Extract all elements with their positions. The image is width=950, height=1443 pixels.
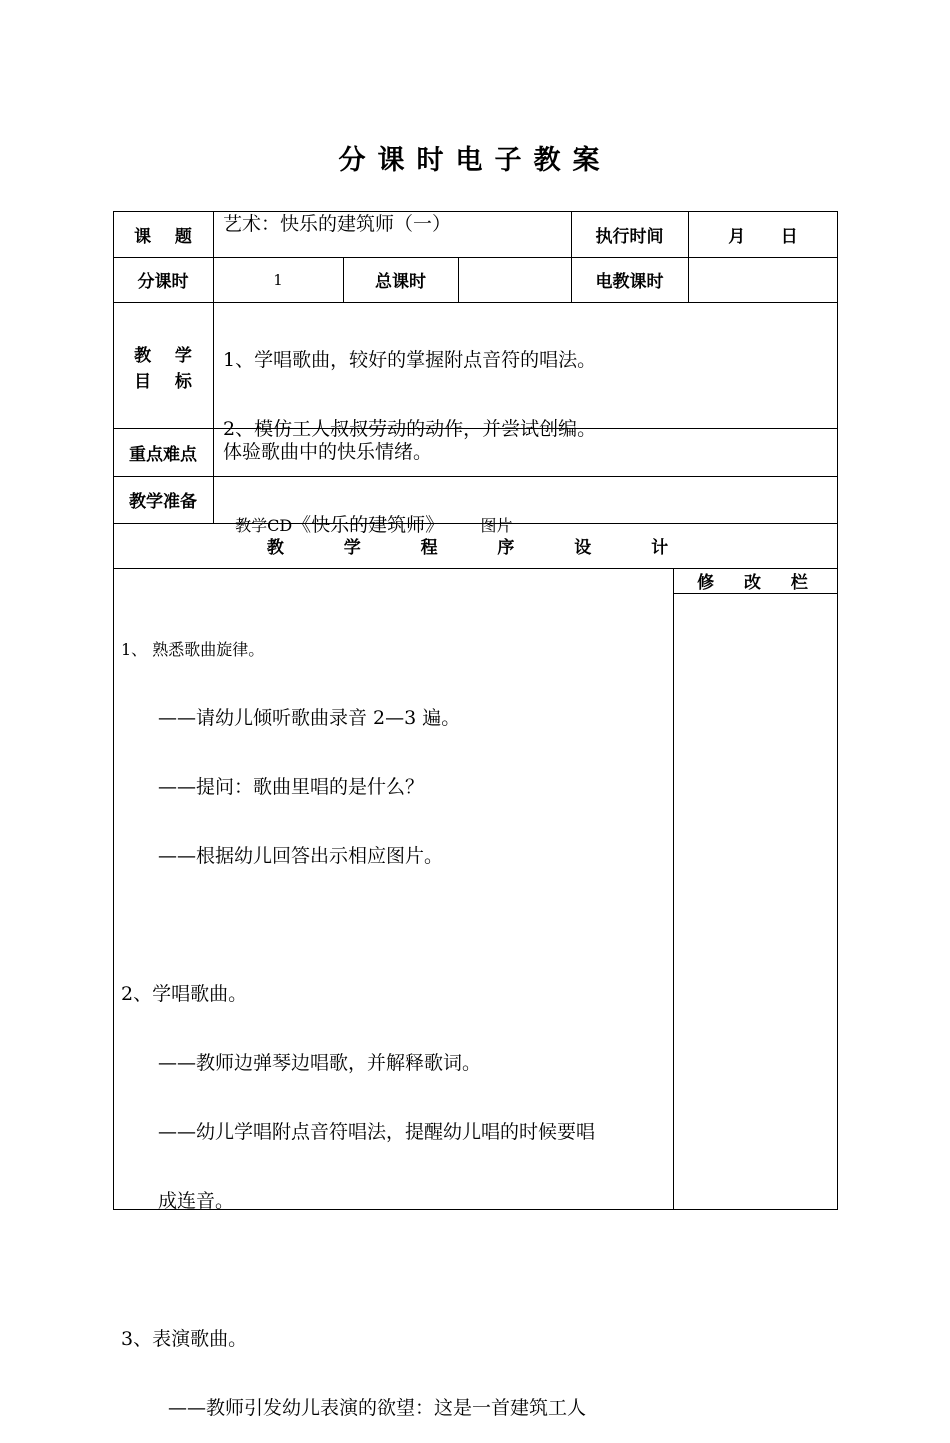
- page-title: 分课时电子教案: [338, 145, 612, 176]
- preparation-extra: 图片: [480, 516, 513, 535]
- preparation-label: 教学准备: [129, 492, 197, 512]
- total-label: 总课时: [375, 272, 426, 292]
- exec-time-value: 月 日: [728, 226, 798, 247]
- step-line: ——教师边弹琴边唱歌，并解释歌词。: [158, 1052, 482, 1074]
- program-header: 教 学 程 序 设 计: [266, 538, 685, 558]
- key-points-value: 体验歌曲中的快乐情绪。: [223, 441, 433, 463]
- key-points-label: 重点难点: [129, 444, 197, 465]
- revision-col-divider: [673, 568, 674, 1210]
- revision-header: 修 改 栏: [697, 573, 814, 593]
- goal-item: 2、模仿工人叔叔劳动的动作，并尝试创编。: [223, 418, 597, 440]
- preparation-cd: 教学CD: [235, 516, 293, 535]
- step-line: ——提问：歌曲里唱的是什么？: [158, 776, 425, 798]
- goals-label-line1: 教 学: [134, 345, 192, 366]
- av-label: 电教课时: [595, 272, 664, 292]
- total-value: [458, 257, 571, 302]
- lesson-value: 1: [273, 270, 283, 289]
- step-heading: 1、 熟悉歌曲旋律。: [121, 640, 265, 659]
- program-body: [121, 593, 595, 1443]
- step-line: ——请幼儿倾听歌曲录音 2—3 遍。: [158, 707, 461, 729]
- row-divider: [113, 476, 838, 477]
- topic-label: 课 题: [134, 226, 192, 247]
- step-line: ——教师引发幼儿表演的欲望：这是一首建筑工人: [168, 1397, 587, 1419]
- step-heading: 2、学唱歌曲。: [121, 983, 248, 1005]
- exec-time-label: 执行时间: [595, 226, 664, 247]
- preparation-song: 《快乐的建筑师》: [292, 514, 445, 536]
- goals-label-line2: 目 标: [134, 371, 192, 392]
- row-divider: [113, 302, 838, 303]
- step-heading: 3、表演歌曲。: [121, 1328, 248, 1350]
- lesson-label: 分课时: [137, 272, 189, 292]
- topic-value: 艺术：快乐的建筑师（一）: [223, 213, 452, 235]
- step-line: ——幼儿学唱附点音符唱法，提醒幼儿唱的时候要唱: [158, 1121, 596, 1143]
- goal-item: 1、学唱歌曲，较好的掌握附点音符的唱法。: [223, 349, 597, 371]
- av-value: [688, 257, 838, 302]
- step-line: 成连音。: [158, 1190, 235, 1212]
- revision-divider: [673, 593, 838, 594]
- step-line: ——根据幼儿回答出示相应图片。: [158, 845, 444, 867]
